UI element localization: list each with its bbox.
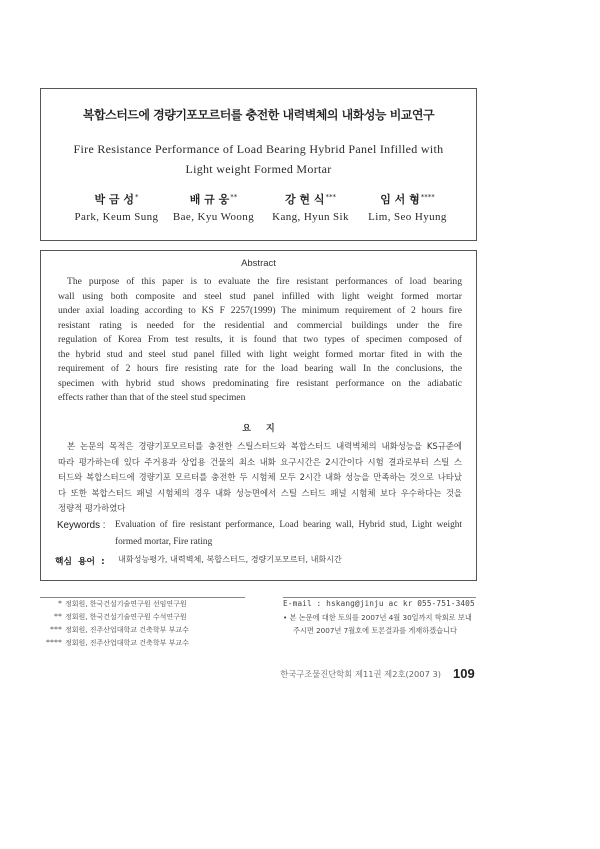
korean-summary-line: 본 논문의 목적은 경량기포모르터를 충전한 스틸스터드와 복합스터드 내력벽체의 내화성능을 KS규준에 xyxy=(67,441,462,451)
bullet-icon: • xyxy=(283,613,288,622)
korean-summary-line: 따라 평가하는데 있다 주거용과 상업용 건물의 최소 내화 요구시간은 2시간이다 시험 결과로부터 스틸 스 xyxy=(58,456,462,467)
notice-text: 본 논문에 대한 토의를 2007년 4월 30일까지 학회로 보내 xyxy=(289,613,472,622)
affiliation-mark: ** xyxy=(230,193,238,201)
footnote-text: 정회원, 한국건설기술연구원 선임연구원 xyxy=(65,600,187,608)
journal-citation: 한국구조물진단학회 제11권 제2호(2007 3) xyxy=(280,669,441,679)
abstract-line: wall using both composite and steel stud panel infilled with light weight formed mortar xyxy=(58,290,462,302)
discussion-notice-line-1 xyxy=(283,613,472,625)
footnote-text: 정회원, 진주산업대학교 건축학부 부교수 xyxy=(65,639,189,647)
affiliation-mark: **** xyxy=(420,193,435,201)
korean-summary-line: 정량적 평가하였다 xyxy=(58,503,126,513)
affiliation-footnote xyxy=(40,638,189,650)
footnote-text: 정회원, 진주산업대학교 건축학부 부교수 xyxy=(65,626,189,634)
abstract-line: requirement of 2 hours fire resisting rate for the load bearing wall In the conclusions, the xyxy=(58,363,462,374)
abstract-line: resistant rating is needed for the residential and commercial buildings under the fire xyxy=(58,319,462,331)
author-ko-4 xyxy=(359,191,456,209)
footnote-mark: * xyxy=(58,599,62,608)
paper-title-english-line-1: Fire Resistance Performance of Load Bearing Hybrid Panel Infilled with xyxy=(73,142,444,156)
page-number: 109 xyxy=(453,666,475,681)
abstract-line: the hybrid stud and steel stud panel filled with light weight formed mortar fited in with the xyxy=(58,348,462,360)
author-ko-3 xyxy=(262,191,359,209)
abstract-line: effects rather than that of the steel stud specimen xyxy=(58,392,246,403)
paper-title-korean: 복합스터드에 경량기포모르터를 충전한 내력벽체의 내화성능 비교연구 xyxy=(82,108,435,122)
korean-summary-heading: 요 지 xyxy=(242,424,275,434)
footnote-mark: *** xyxy=(50,625,62,634)
author-name: 임 서 형 xyxy=(380,193,420,206)
abstract-heading: Abstract xyxy=(241,258,276,269)
author-en-2: Bae, Kyu Woong xyxy=(172,211,255,223)
discussion-notice-line-2: 주시면 2007년 7월호에 토론결과를 게재하겠습니다 xyxy=(293,626,457,635)
author-name: 배 규 웅 xyxy=(189,193,230,206)
author-names-english xyxy=(68,211,456,227)
footnote-text: 정회원, 한국건설기술연구원 수석연구원 xyxy=(65,613,187,621)
korean-keywords-text: 내화성능평가, 내력벽체, 복합스터드, 경량기포모르터, 내화시간 xyxy=(118,554,342,564)
affiliation-mark: *** xyxy=(325,193,337,201)
affiliation-footnote xyxy=(40,625,189,637)
korean-summary-line: 터드와 복합스터드에 경량기포 모르터를 충전한 두 시험체 모두 2시간 내화 성능을 만족하는 것으로 나타났 xyxy=(58,472,462,482)
keywords-line: formed mortar, Fire rating xyxy=(115,537,213,547)
author-ko-2 xyxy=(165,191,262,209)
abstract-line: under axial loading according to KS F 2257(1999) The minimum requirement of 2 hours fire xyxy=(58,305,462,316)
footnote-divider-left xyxy=(40,597,245,598)
footnote-divider-right xyxy=(283,597,476,598)
keywords-label: Keywords : xyxy=(57,520,106,531)
abstract-line: regulation of Korea From test results, it is found that two types of specimen composed of xyxy=(58,334,462,345)
author-ko-1 xyxy=(68,191,165,209)
keywords-line: Evaluation of fire resistant performance, Load bearing wall, Hybrid stud, Light weight xyxy=(115,520,462,530)
footnote-mark: ** xyxy=(54,612,62,621)
author-name: 강 현 식 xyxy=(284,193,325,206)
author-en-3: Kang, Hyun Sik xyxy=(272,211,349,223)
affiliation-footnote xyxy=(40,599,187,611)
affiliation-mark: * xyxy=(135,193,139,201)
author-en-4: Lim, Seo Hyung xyxy=(368,211,447,223)
author-name: 박 금 성 xyxy=(94,193,135,206)
abstract-line: The purpose of this paper is to evaluate the fire resistant performances of load bearing xyxy=(67,276,462,287)
footnote-mark: **** xyxy=(46,638,62,647)
korean-summary-line: 다 또한 복합스터드 패널 시험체의 경우 내화 성능면에서 스틸 스터드 패널 시험체 보다 우수하다는 것을 xyxy=(58,487,462,498)
korean-keywords-label: 핵심 용어 : xyxy=(55,557,105,567)
author-en-1: Park, Keum Sung xyxy=(74,211,159,223)
author-names-korean xyxy=(68,191,456,209)
contact-email-line: E-mail : hskang@jinju ac kr 055-751-3405 xyxy=(283,599,475,608)
paper-title-english-line-2: Light weight Formed Mortar xyxy=(185,162,332,176)
affiliation-footnote xyxy=(40,612,187,624)
abstract-line: specimen with hybrid stud shows predominating fire resistant performance on the adiabatic xyxy=(58,377,462,389)
